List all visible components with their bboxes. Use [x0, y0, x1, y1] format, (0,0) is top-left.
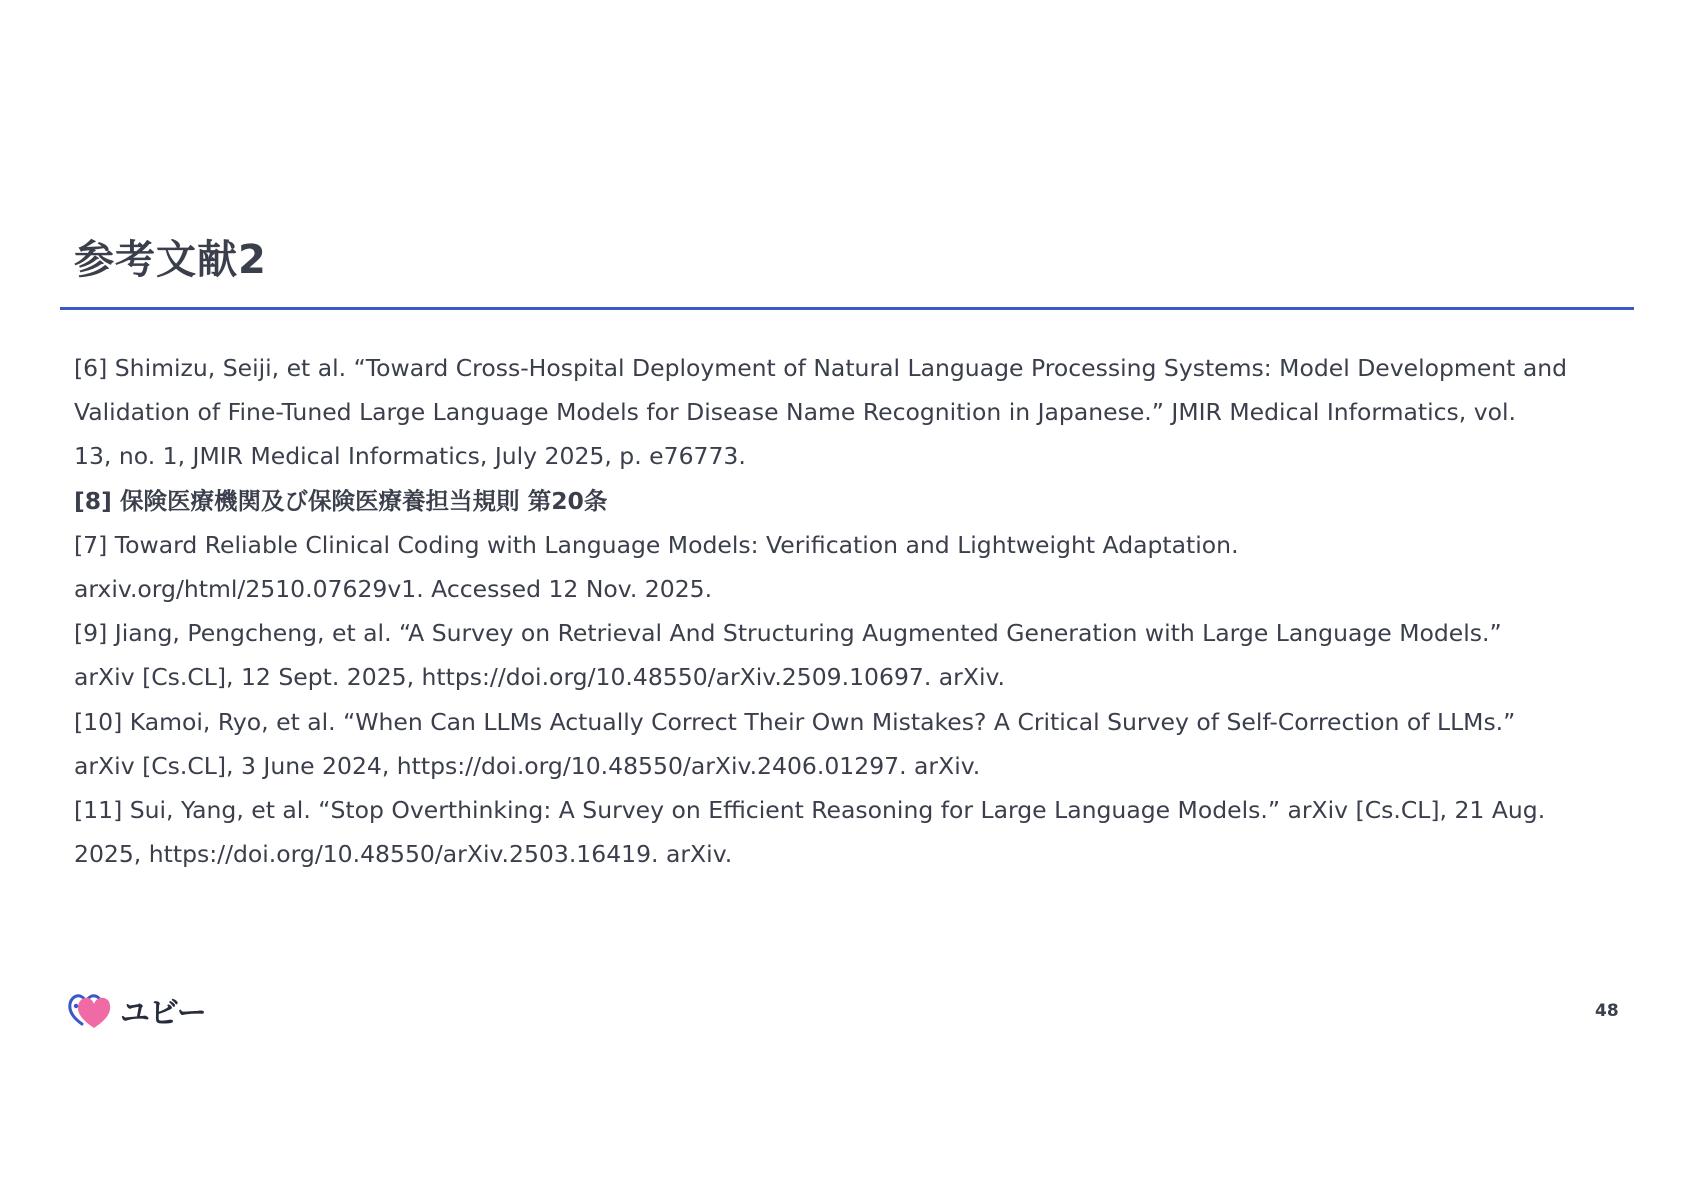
reference-item-8: [8] 保険医療機関及び保険医療養担当規則 第20条 — [74, 486, 608, 515]
logo-wordmark: ユビー — [120, 996, 206, 1031]
title-divider — [60, 307, 1634, 310]
reference-item-7: [7] Toward Reliable Clinical Coding with Language Models: Verification and Lightweight Adaptation. arxiv.org/html/2510.07629v1. Accessed 12 Nov. 2025. — [74, 530, 1239, 604]
page-title: 参考文献2 — [74, 237, 267, 283]
company-logo — [68, 990, 206, 1030]
heart-logo-icon — [68, 990, 116, 1030]
reference-item-9: [9] Jiang, Pengcheng, et al. “A Survey on Retrieval And Structuring Augmented Generation with Large Language Models.” arXiv [Cs.CL], 12 Sept. 2025, https://doi.org/10.48550/arXiv.2509.10697. arXiv. — [74, 619, 1502, 692]
reference-item-6: [6] Shimizu, Seiji, et al. “Toward Cross-Hospital Deployment of Natural Language Processing Systems: Model Development and Validation of Fine-Tuned Large Language Models for Disease Name Recognition in Japanese.” JMIR Medical Informatics, vol. 13, no. 1, JMIR Medical Informatics, July 2025, p. e76773. — [74, 354, 1568, 471]
reference-list — [74, 346, 1634, 876]
reference-item-11: [11] Sui, Yang, et al. “Stop Overthinking: A Survey on Efficient Reasoning for Large Language Models.” arXiv [Cs.CL], 21 Aug. 2025, https://doi.org/10.48550/arXiv.2503.16419. arXiv. — [74, 796, 1546, 869]
reference-item-10: [10] Kamoi, Ryo, et al. “When Can LLMs Actually Correct Their Own Mistakes? A Critical Survey of Self-Correction of LLMs.” arXiv [Cs.CL], 3 June 2024, https://doi.org/10.48550/arXiv.2406.01297. arXiv. — [74, 707, 1516, 780]
page-number: 48 — [1595, 1001, 1619, 1021]
